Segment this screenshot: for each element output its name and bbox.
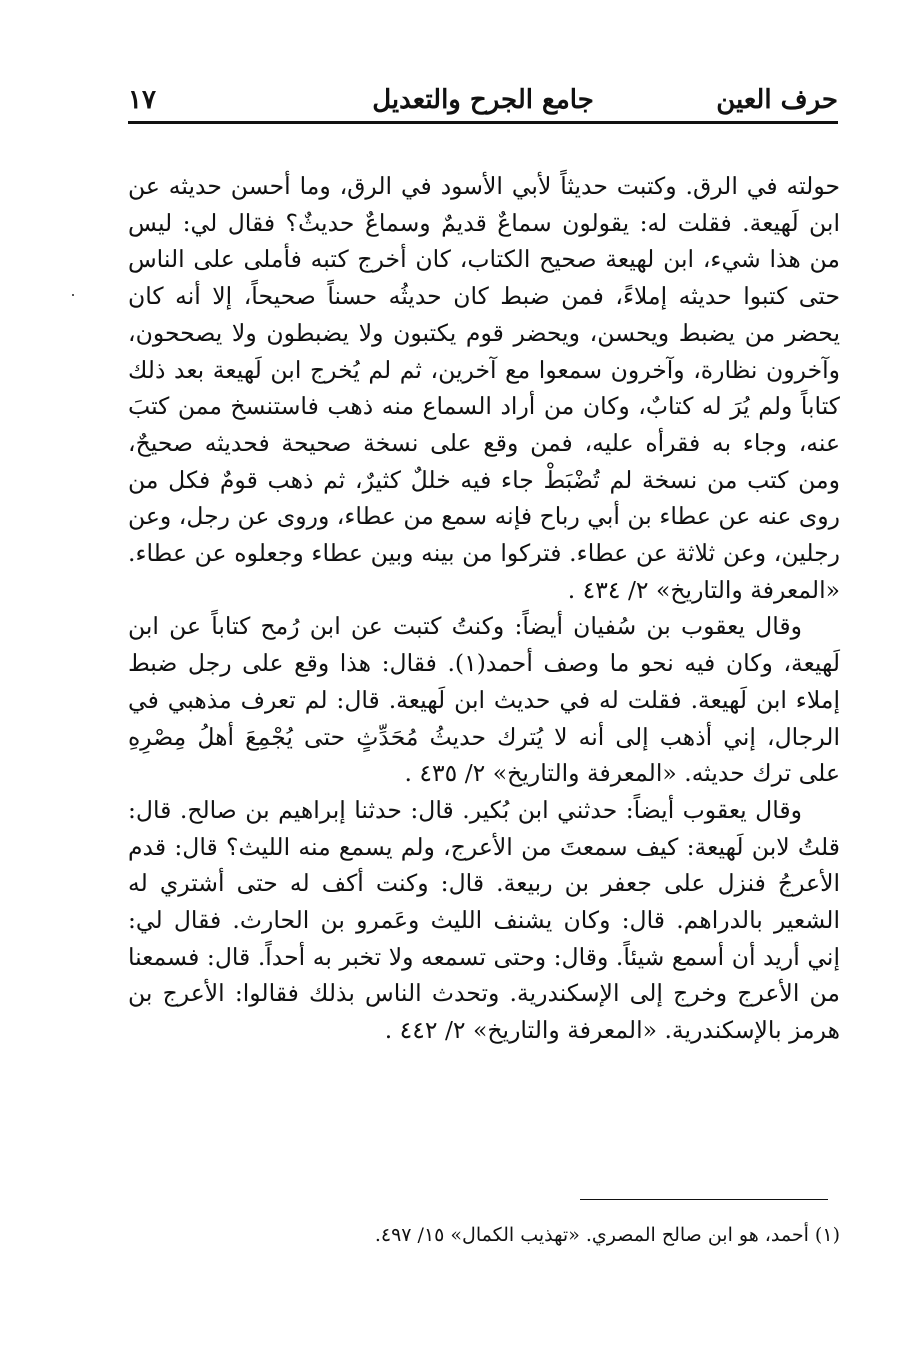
paragraph-3: وقال يعقوب أيضاً: حدثني ابن بُكير. قال: حدثنا إبراهيم بن صالح. قال: قلتُ لابن لَهيعة: كيف سمعتَ من الأعرج، ولم يسمع منه الليث؟ قال: قدم الأعرجُ فنزل على جعفر بن ربيعة. قال: وكنت أكف له حتى أشتري له الشعير بالدراهم. قال: وكان يشنف الليث وعَمرو بن الحارث. فقال لي: إني أريد أن أسمع شيئاً. وقال: وحتى تسمعه ولا تخبر به أحداً. قال: فسمعنا من الأعرج وخرج إلى الإسكندرية. وتحدث الناس بذلك فقالوا: الأعرج بن هرمز بالإسكندرية. «المعرفة والتاريخ» ٢/ ٤٤٢ . (128, 795, 840, 1045)
paragraph-1: حولته في الرق. وكتبت حديثاً لأبي الأسود في الرق، وما أحسن حديثه عن ابن لَهيعة. فقلت له: يقولون سماعٌ قديمٌ وسماعٌ حديثٌ؟ فقال لي: ليس من هذا شيء، ابن لهيعة صحيح الكتاب، كان أخرج كتبه فأملى على الناس حتى كتبوا حديثه إملاءً، فمن ضبط كان حديثُه حسناً صحيحاً، إلا أنه كان يحضر من يضبط ويحسن، ويحضر قوم يكتبون ولا يضبطون ولا يصححون، وآخرون نظارة، وآخرون سمعوا مع آخرين، ثم لم يُخرج ابن لَهيعة بعد ذلك كتاباً ولم يُرَ له كتابٌ، وكان من أراد السماع منه ذهب فاستنسخ ممن كتبَ عنه، وجاء به فقرأه عليه، فمن وقع على نسخة صحيحة فحديثه صحيحٌ، ومن كتب من نسخة لم تُضْبَطْ جاء فيه خللٌ كثيرٌ، ثم ذهب قومٌ فكل من روى عنه عن عطاء بن أبي رباح فإنه سمع من عطاء، وروى عن رجل، وعن رجلين، وعن ثلاثة عن عطاء. فتركوا من بينه وبين عطاء وجعلوه عن عطاء. «المعرفة والتاريخ» ٢/ ٤٣٤ . (128, 172, 840, 604)
footnote-rule (580, 1199, 828, 1200)
page-number: ١٧ (128, 85, 156, 115)
main-text (128, 168, 840, 1049)
paragraph-2: وقال يعقوب بن سُفيان أيضاً: وكنتُ كتبت عن ابن رُمح كتاباً عن ابن لَهيعة، وكان فيه نحو ما وصف أحمد(١). فقال: هذا وقع على رجل ضبط إملاء ابن لَهيعة. فقلت له في حديث ابن لَهيعة. قال: لم تعرف مذهبي في الرجال، إني أذهب إلى أنه لا يُترك حديثُ مُحَدِّثٍ حتى يُجْمِعَ أهلُ مِصْرِهِ على ترك حديثه. «المعرفة والتاريخ» ٢/ ٤٣٥ . (128, 612, 840, 788)
footnote: (١) أحمد، هو ابن صالح المصري. «تهذيب الكمال» ١٥/ ٤٩٧. (374, 1224, 840, 1246)
book-title: جامع الجرح والتعديل (372, 85, 594, 115)
margin-speck (72, 294, 74, 296)
section-title: حرف العين (716, 85, 838, 115)
header-rule (128, 121, 838, 124)
running-header (128, 80, 838, 120)
